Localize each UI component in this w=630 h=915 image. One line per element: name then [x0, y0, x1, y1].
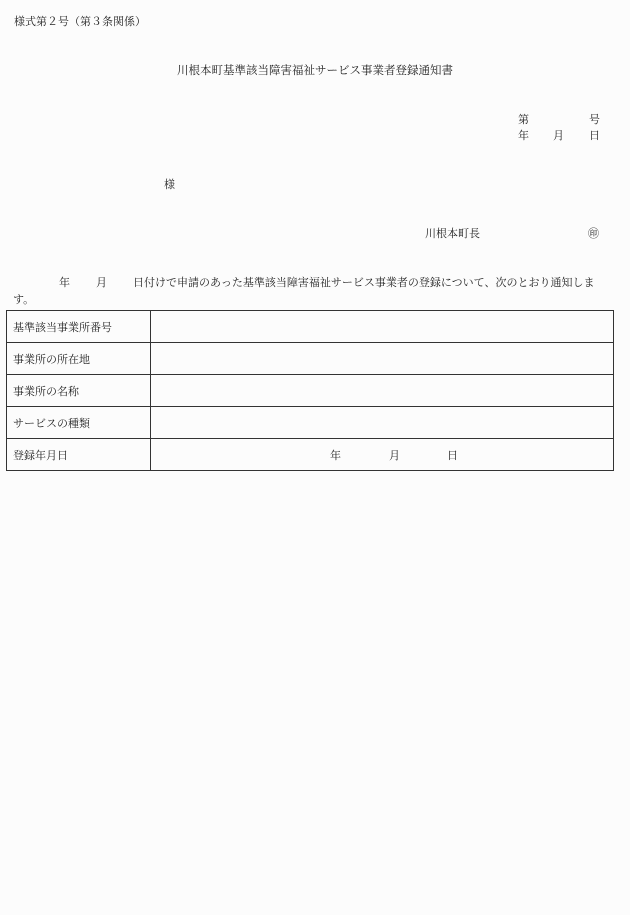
registration-info-table [6, 310, 614, 471]
issuer-name: 川根本町長 [425, 227, 480, 240]
body-text: 日付けで申請のあった基準該当障害福祉サービス事業者の登録について、次のとおり通知します。 [13, 276, 595, 306]
form-number: 様式第２号（第３条関係） [14, 15, 146, 28]
row-label: 事業所の名称 [7, 375, 151, 407]
doc-number-prefix: 第 [518, 113, 529, 126]
body-paragraph [13, 274, 613, 308]
row-label: サービスの種類 [7, 407, 151, 439]
reg-date-month: 月 [389, 448, 400, 462]
document-title: 川根本町基準該当障害福祉サービス事業者登録通知書 [177, 63, 453, 77]
doc-number-suffix: 号 [589, 113, 600, 126]
addressee-suffix: 様 [164, 178, 175, 191]
reg-date-year: 年 [330, 448, 341, 462]
body-month: 月 [96, 276, 107, 289]
row-label: 基準該当事業所番号 [7, 311, 151, 343]
row-value-registration-date [151, 439, 614, 471]
body-year: 年 [59, 276, 70, 289]
table-row [7, 375, 614, 407]
reg-date-day: 日 [447, 448, 458, 462]
issue-date-day: 日 [589, 129, 600, 142]
row-label: 登録年月日 [7, 439, 151, 471]
row-value-service-type [151, 407, 614, 439]
row-value-facility-number [151, 311, 614, 343]
table-row [7, 407, 614, 439]
issue-date-year: 年 [518, 129, 529, 142]
table-row [7, 311, 614, 343]
issue-date-month: 月 [553, 129, 564, 142]
row-value-facility-name [151, 375, 614, 407]
row-label: 事業所の所在地 [7, 343, 151, 375]
row-value-address [151, 343, 614, 375]
table-row [7, 343, 614, 375]
table-row [7, 439, 614, 471]
seal-mark: ㊞ [588, 227, 599, 240]
